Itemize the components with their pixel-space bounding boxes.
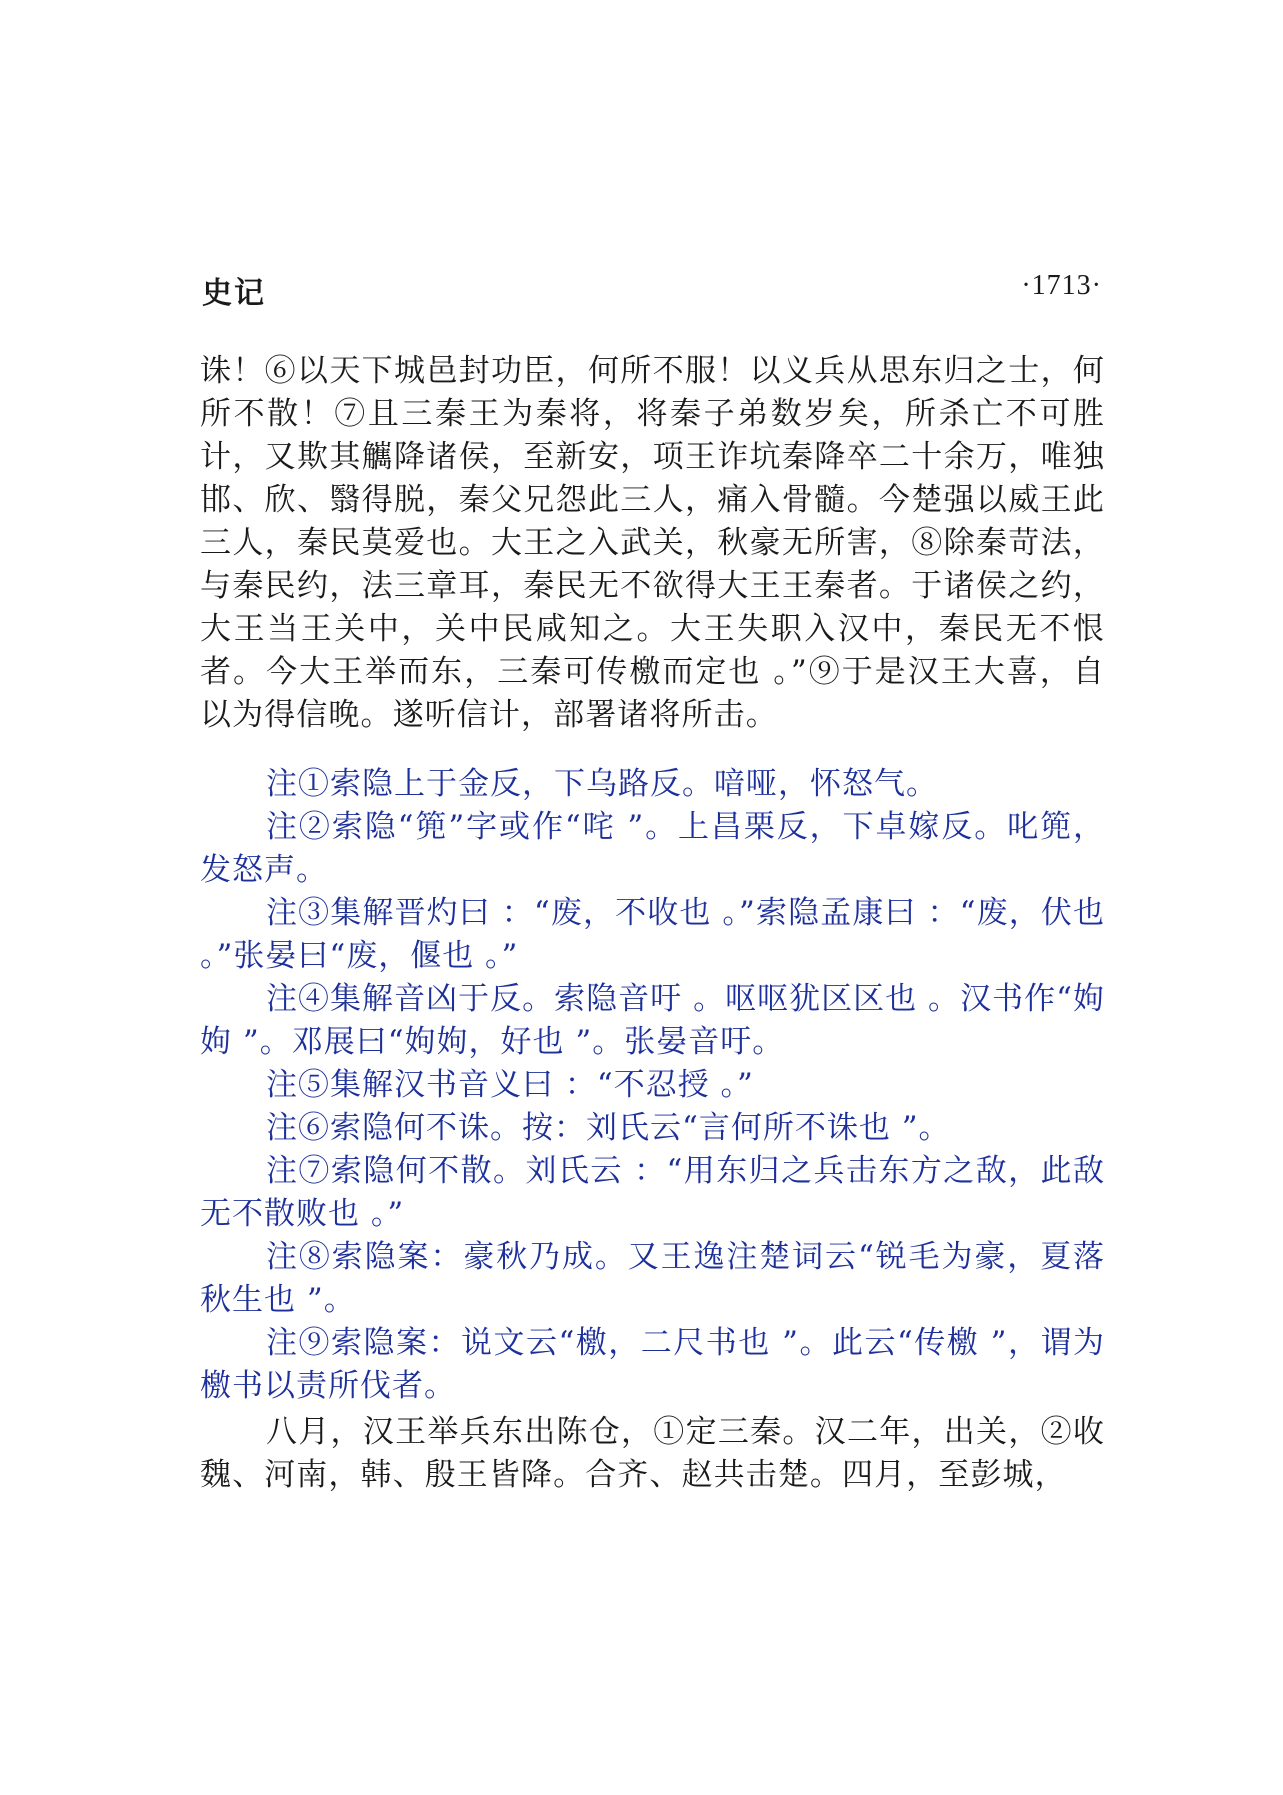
page-content bbox=[200, 350, 1105, 1497]
note-6: 注⑥索隐何不诛。按：刘氏云“言何所不诛也 ”。 bbox=[266, 1110, 951, 1146]
note-2: 注②索隐“篼”字或作“咤 ”。上昌栗反，下卓嫁反。叱篼，发怒声。 bbox=[200, 809, 1105, 888]
book-title: 史记 bbox=[202, 276, 266, 311]
note-8: 注⑧索隐案：豪秋乃成。又王逸注楚词云“锐毛为豪，夏落秋生也 ”。 bbox=[200, 1239, 1105, 1318]
page-number: ·1713· bbox=[1021, 270, 1102, 301]
note-4: 注④集解音凶于反。索隐音吁 。呕呕犹区区也 。汉书作“姁姁 ”。邓展曰“姁姁，好也 ”。张晏音吁。 bbox=[200, 981, 1105, 1060]
note-1: 注①索隐上于金反，下乌路反。喑哑，怀怒气。 bbox=[266, 766, 938, 802]
note-5: 注⑤集解汉书音义曰 ：“不忍授 。” bbox=[266, 1067, 754, 1103]
note-9: 注⑨索隐案：说文云“檄，二尺书也 ”。此云“传檄 ”，谓为檄书以责所伐者。 bbox=[200, 1325, 1105, 1404]
main-paragraph: 诛！⑥以天下城邑封功臣，何所不服！以义兵从思东归之士，何所不散！⑦且三秦王为秦将，将秦子弟数岁矣，所杀亡不可胜计，又欺其觽降诸侯，至新安，项王诈坑秦降卒二十余万，唯独邯、欣、翳得脱，秦父兄怨此三人，痛入骨髓。今楚强以威王此三人，秦民莫爱也。大王之入武关，秋豪无所害，⑧除秦苛法，与秦民约，法三章耳，秦民无不欲得大王王秦者。于诸侯之约，大王当王关中，关中民咸知之。大王失职入汉中，秦民无不恨者。今大王举而东，三秦可传檄而定也 。”⑨于是汉王大喜，自以为得信晚。遂听信计，部署诸将所击。 bbox=[200, 353, 1105, 733]
page-header bbox=[202, 268, 1102, 311]
continuation-paragraph: 八月，汉王举兵东出陈仓，①定三秦。汉二年，出关，②收魏、河南，韩、殷王皆降。合齐、赵共击楚。四月，至彭城， bbox=[200, 1414, 1105, 1493]
note-7: 注⑦索隐何不散。刘氏云 ：“用东归之兵击东方之敌，此敌无不散败也 。” bbox=[200, 1153, 1105, 1232]
note-3: 注③集解晋灼曰 ：“废，不收也 。”索隐孟康曰 ：“废，伏也 。”张晏曰“废，偃也 。” bbox=[200, 895, 1105, 974]
notes-section bbox=[200, 763, 1105, 1408]
